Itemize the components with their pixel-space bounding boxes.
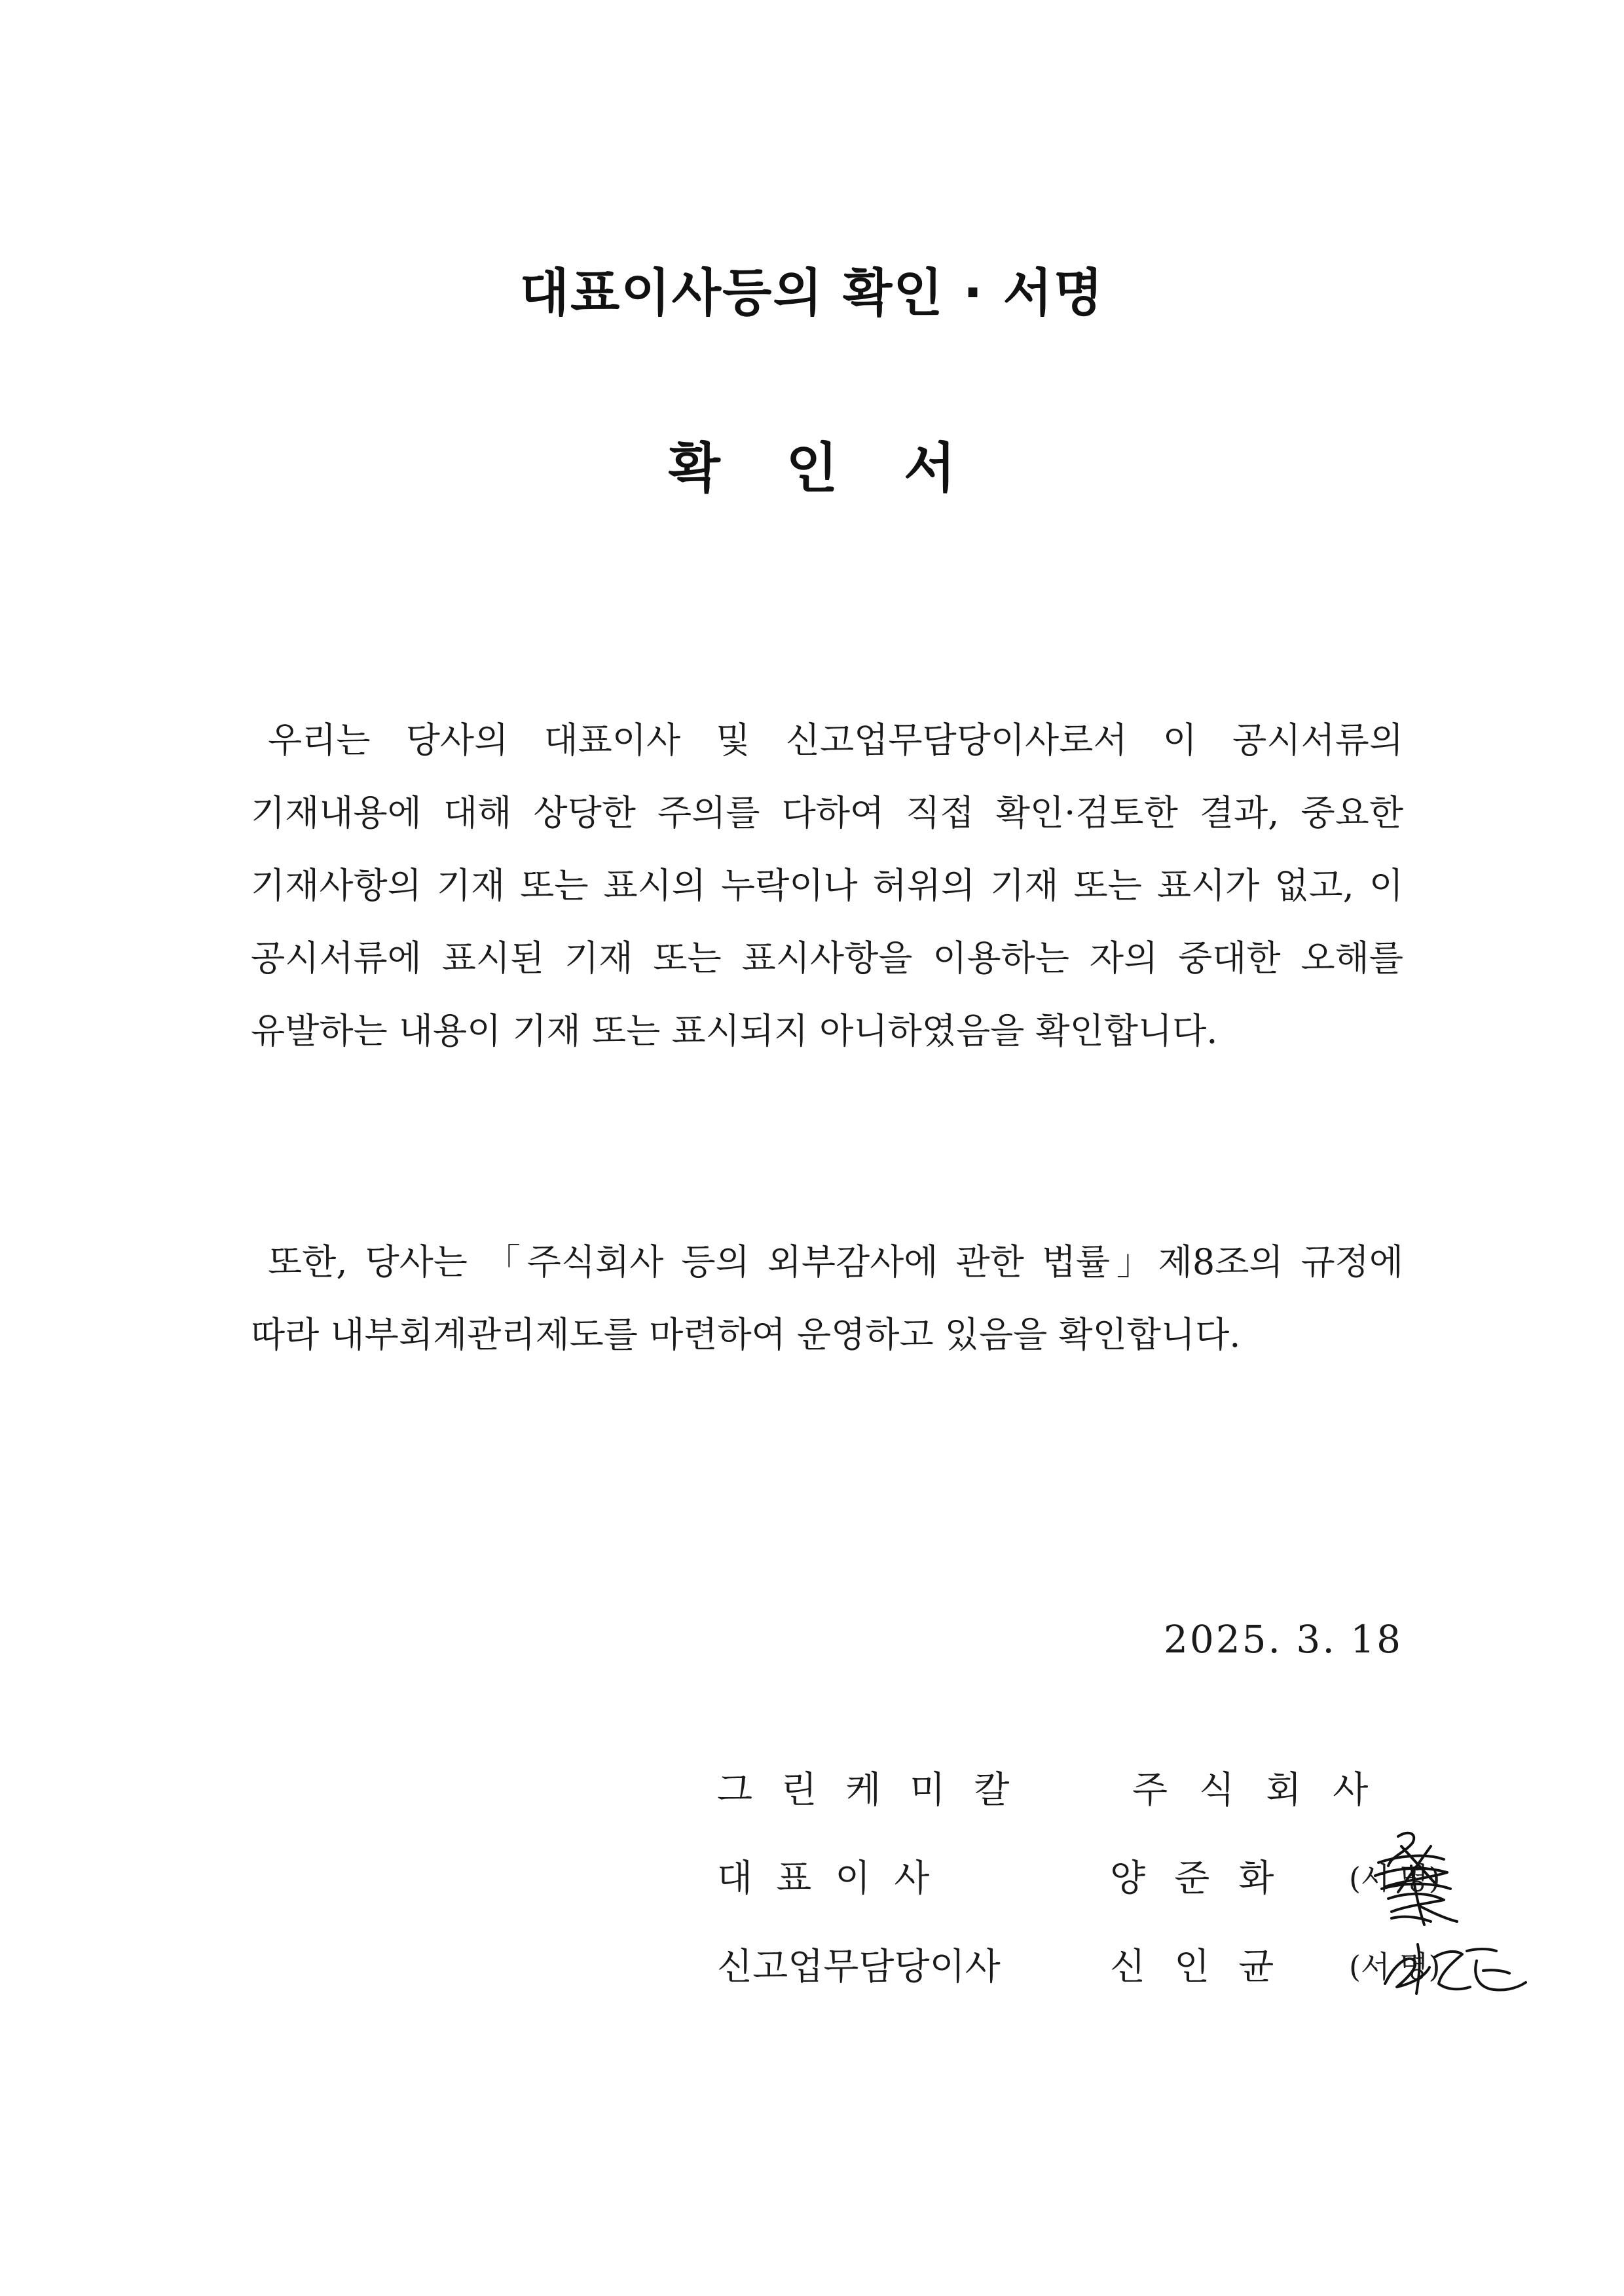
- document-subtitle: 확 인 서: [668, 437, 980, 500]
- body-paragraph-confirmation: 우리는 당사의 대표이사 및 신고업무담당이사로서 이 공시서류의 기재내용에 대해 상당한 주의를 다하여 직접 확인·검토한 결과, 중요한 기재사항의 기재 또는 표시의 누락이나 허위의 기재 또는 표시가 없고, 이 공시서류에 표시된 기재 또는 표시사항을 이용하는 자의 중대한 오해를 유발하는 내용이 기재 또는 표시되지 아니하였음을 확인합니다.: [251, 720, 1403, 1051]
- document-title: 대표이사등의 확인 · 서명: [519, 264, 1105, 323]
- disclosure-officer-name: 신인균: [1110, 1946, 1303, 1988]
- company-type: 주식회사: [1132, 1769, 1400, 1812]
- ceo-handwritten-signature: [1352, 1827, 1464, 1938]
- company-line: [717, 1761, 1405, 1827]
- signing-date: 2025. 3. 18: [1163, 1617, 1403, 1662]
- body-paragraph-internal-control: 또한, 당사는 「주식회사 등의 외부감사에 관한 법률」제8조의 규정에 따라 내부회계관리제도를 마련하여 운영하고 있음을 확인합니다.: [251, 1241, 1403, 1355]
- disclosure-officer-signature-line: [717, 1938, 1441, 2003]
- ceo-role-label: 대표이사: [717, 1857, 953, 1900]
- disclosure-officer-handwritten-signature: [1378, 1931, 1529, 2003]
- ceo-signature-line: [717, 1850, 1441, 1915]
- company-name: 그린케미칼: [717, 1769, 1039, 1812]
- disclosure-officer-role-label: 신고업무담당이사: [717, 1946, 1001, 1988]
- disclosure-officer-sign-marker: (서 명): [1349, 1949, 1441, 1984]
- ceo-name: 양준화: [1110, 1857, 1303, 1900]
- ceo-sign-marker: (서 명): [1349, 1861, 1441, 1896]
